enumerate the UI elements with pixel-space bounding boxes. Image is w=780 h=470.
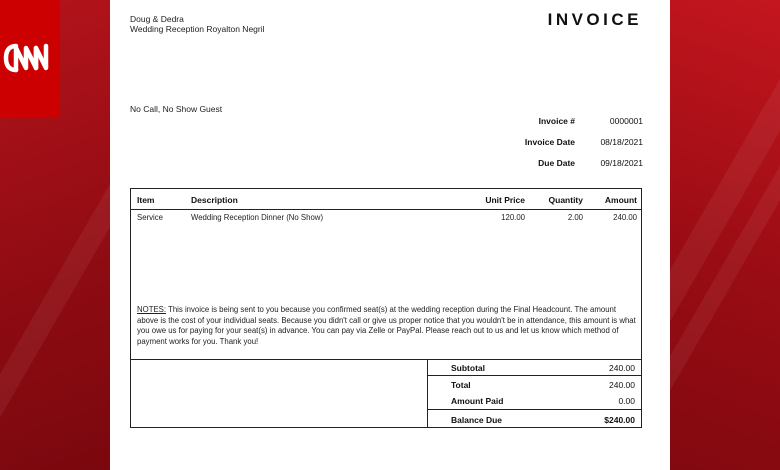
due-date-label: Due Date [538,157,575,168]
column-header-description: Description [191,195,238,205]
total-value: 240.00 [609,380,635,390]
sender-event: Wedding Reception Royalton Negril [130,24,265,34]
invoice-number-row [525,110,643,131]
amount-paid-row [428,393,641,408]
invoice-title: INVOICE [547,10,642,29]
invoice-date-label: Invoice Date [524,136,575,147]
notes [137,305,637,347]
invoice-date-row [525,131,643,152]
sender-names: Doug & Dedra [130,14,184,24]
column-header-amount: Amount [604,195,637,205]
notes-text: This invoice is being sent to you because you confirmed seat(s) at the wedding reception during the Final Headcount. The amount above is the cost of your individual seats. Because you didn't call or give us proper notice that you wouldn't be in attendance, this amount is what you owe us for paying for your seat(s) in advance. You can pay via Zelle or PayPal. Please reach out to us and let us know which method of payment works for you. Thank you! [137,305,636,346]
notes-label: NOTES: [137,305,167,314]
cnn-logo-icon [2,36,52,80]
invoice-number-label: Invoice # [538,115,575,126]
background-right-panel [670,0,780,470]
line-item-item: Service [137,213,163,222]
cnn-logo [0,0,60,118]
subtotal-row [428,360,641,375]
amount-paid-value: 0.00 [618,396,635,406]
total-row [428,377,641,392]
balance-due-value: $240.00 [604,415,635,425]
column-header-quantity: Quantity [548,195,583,205]
line-item-description: Wedding Reception Dinner (No Show) [191,213,324,222]
balance-due-label: Balance Due [451,415,503,425]
line-items-table [130,188,642,428]
invoice-date-value: 08/18/2021 [600,136,643,147]
total-label: Total [451,380,471,390]
line-item-quantity: 2.00 [567,213,583,222]
sender-block [130,14,265,34]
invoice-document [110,0,670,470]
table-header [131,189,641,210]
line-item-amount: 240.00 [613,213,637,222]
line-item-unit-price: 120.00 [501,213,525,222]
invoice-number-value: 0000001 [609,115,643,126]
subtotal-label: Subtotal [451,363,485,373]
bill-to: No Call, No Show Guest [130,104,223,114]
totals-line [428,375,641,376]
totals-line [428,409,641,410]
balance-due-row [428,412,641,427]
subtotal-value: 240.00 [609,363,635,373]
invoice-meta [525,110,643,173]
amount-paid-label: Amount Paid [451,396,504,406]
column-header-unit-price: Unit Price [485,195,525,205]
column-header-item: Item [137,195,155,205]
due-date-value: 09/18/2021 [600,157,643,168]
due-date-row [525,152,643,173]
